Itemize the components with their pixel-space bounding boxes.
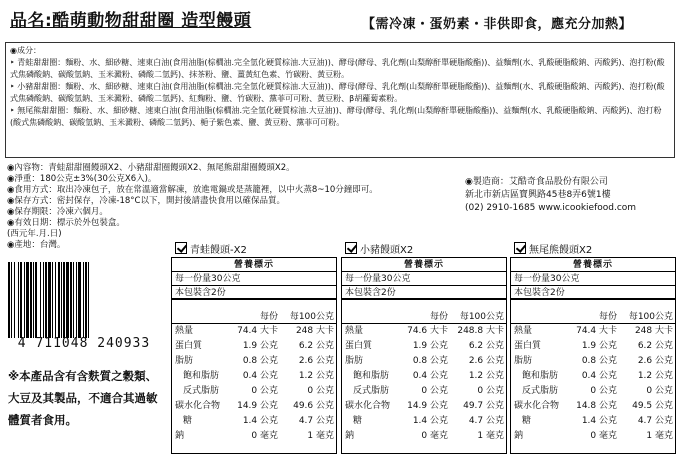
- nutrition-row: [172, 369, 336, 384]
- nutrition-title: 營養標示: [172, 258, 336, 272]
- nutrient-label: 糖: [522, 416, 532, 426]
- nutrition-rows: [342, 324, 506, 444]
- per-100g-value: 1 毫克: [477, 431, 504, 441]
- per-100g-value: 49.6 公克: [293, 401, 334, 411]
- panel-name: 無尾熊饅頭X2: [529, 244, 593, 256]
- per-serving-value: 0.4 公克: [242, 371, 278, 381]
- panel-header: [510, 239, 676, 257]
- per-serving-value: 0.4 公克: [581, 371, 617, 381]
- per-serving-value: 14.9 公克: [407, 401, 448, 411]
- per-serving-value: 0 公克: [421, 386, 448, 396]
- manufacturer-contact: (02) 2910-1685 www.icookiefood.com: [465, 203, 637, 213]
- nutrient-label: 蛋白質: [345, 341, 373, 351]
- checkbox-checked-icon: [345, 242, 357, 254]
- nutrition-col-headers: [342, 310, 506, 324]
- nutrition-row: [172, 429, 336, 444]
- nutrition-row: [511, 354, 675, 369]
- per-100g-header: 每100公克: [628, 312, 673, 322]
- nutrition-title: 營養標示: [342, 258, 506, 272]
- ingredients-block: [5, 42, 675, 158]
- per-100g-value: 248 大卡: [295, 326, 334, 336]
- method-line: ◉食用方式：取出冷凍包子，放在常溫適當解凍，放進電鍋或是蒸籠裡，以中火蒸8~10分鐘即可。: [7, 185, 378, 195]
- nutrient-label: 熱量: [345, 326, 364, 336]
- per-100g-value: 2.6 公克: [468, 356, 504, 366]
- nutrition-row: [172, 414, 336, 429]
- manufacturer-name: ◉製造商：艾酷奇食品股份有限公司: [465, 177, 608, 187]
- nutrient-label: 脂肪: [345, 356, 364, 366]
- per-100g-header: 每100公克: [459, 312, 504, 322]
- nutrition-panel-bear: [510, 239, 676, 454]
- per-100g-value: 0 公克: [307, 386, 334, 396]
- origin-line: ◉產地：台灣。: [7, 240, 66, 250]
- per-100g-value: 1.2 公克: [298, 371, 334, 381]
- barcode: [8, 262, 160, 352]
- panel-header: [341, 239, 507, 257]
- per-serving-value: 0 公克: [590, 386, 617, 396]
- per-100g-value: 4.7 公克: [298, 416, 334, 426]
- per-100g-value: 248.8 大卡: [457, 326, 504, 336]
- nutrient-label: 鈉: [175, 431, 185, 441]
- weight-line: ◉淨重：180公克±3%(30公克X6入)。: [7, 174, 157, 184]
- nutrient-label: 熱量: [514, 326, 533, 336]
- nutrition-row: [342, 429, 506, 444]
- ingredients-bear: ‣ 無尾熊甜甜圈：麵粉、水、細砂糖、速東白油(食用油脂(棕櫚油.完全氫化硬質棕油.大豆油))、酵母(酵母、乳化劑(山梨醇酐單硬脂酸酯))、益麵劑(水、乳酸硬脂酸鈉、丙酸鈣)、泡打粉(酸式焦磷酸鈉、碳酸氫鈉、玉米澱粉、磷酸二氫鈣)、梔子紫色素、鹽、黃豆粉、黨菲可可粉。: [10, 106, 662, 127]
- nutrition-panel-frog: [171, 239, 337, 454]
- nutrition-row: [342, 324, 506, 339]
- nutrient-label: 熱量: [175, 326, 194, 336]
- nutrition-row: [342, 414, 506, 429]
- contents-line: ◉內容物：青蛙甜甜圈饅頭X2、小豬甜甜圈饅頭X2、無尾熊甜甜圈饅頭X2。: [7, 163, 295, 173]
- per-serving-value: 74.6 大卡: [407, 326, 448, 336]
- per-serving-value: 1.9 公克: [581, 341, 617, 351]
- manufacturer-address: 新北市新店區寶興路45巷8弄6號1樓: [465, 190, 611, 200]
- per-100g-value: 2.6 公克: [637, 356, 673, 366]
- nutrition-rows: [511, 324, 675, 444]
- nutrition-col-headers: [172, 310, 336, 324]
- ingredients-pig: ‣ 小豬甜甜圈：麵粉、水、細砂糖、速東白油(食用油脂(棕櫚油.完全氫化硬質棕油.大豆油))、酵母(酵母、乳化劑(山梨醇酐單硬脂酸酯))、益麵劑(水、乳酸硬脂酸鈉、丙酸鈣)、泡打粉(酸式焦磷酸鈉、碳酸氫鈉、玉米澱粉、磷酸二氫鈣)、紅麴粉、鹽、竹碳粉、黨菲可可粉、黃豆粉、β胡蘿蔔素粉。: [10, 82, 665, 103]
- nutrition-row: [511, 429, 675, 444]
- per-100g-value: 0 公克: [646, 386, 673, 396]
- per-100g-value: 49.5 公克: [632, 401, 673, 411]
- serving-size: 每一份量30公克: [511, 272, 675, 286]
- per-serving-header: 每份: [429, 312, 448, 322]
- per-100g-value: 4.7 公克: [468, 416, 504, 426]
- nutrition-row: [342, 399, 506, 414]
- per-100g-value: 1.2 公克: [468, 371, 504, 381]
- nutrition-row: [511, 384, 675, 399]
- nutrient-label: 反式脂肪: [183, 386, 220, 396]
- per-serving-value: 0.8 公克: [581, 356, 617, 366]
- per-serving-header: 每份: [598, 312, 617, 322]
- per-serving-value: 1.4 公克: [242, 416, 278, 426]
- nutrient-label: 反式脂肪: [522, 386, 559, 396]
- per-100g-value: 0 公克: [477, 386, 504, 396]
- allergen-warning: ※本產品含有含麩質之穀類、大豆及其製品，不適合其過敏體質者食用。: [8, 369, 158, 427]
- per-serving-value: 0 毫克: [421, 431, 448, 441]
- per-serving-value: 74.4 大卡: [237, 326, 278, 336]
- nutrition-panel-pig: [341, 239, 507, 454]
- nutrient-label: 鈉: [345, 431, 355, 441]
- manufacturer-info: [465, 176, 636, 215]
- nutrition-row: [172, 324, 336, 339]
- per-serving-value: 1.4 公克: [412, 416, 448, 426]
- nutrition-rows: [172, 324, 336, 444]
- nutrition-row: [172, 339, 336, 354]
- barcode-bar: [89, 262, 91, 338]
- per-100g-header: 每100公克: [289, 312, 334, 322]
- per-serving-value: 1.9 公克: [242, 341, 278, 351]
- nutrition-row: [511, 414, 675, 429]
- per-serving-value: 0 毫克: [251, 431, 278, 441]
- ingredients-label: ◉成分：: [10, 46, 41, 55]
- nutrient-label: 鈉: [514, 431, 524, 441]
- barcode-bars: [8, 262, 160, 338]
- expiry-line: ◉有效日期：標示於外包裝盒。: [7, 218, 125, 228]
- per-serving-value: 74.4 大卡: [576, 326, 617, 336]
- nutrition-col-headers: [511, 310, 675, 324]
- nutrition-row: [172, 399, 336, 414]
- per-100g-value: 6.2 公克: [468, 341, 504, 351]
- nutrient-label: 蛋白質: [514, 341, 542, 351]
- per-serving-header: 每份: [259, 312, 278, 322]
- nutrition-row: [172, 354, 336, 369]
- per-100g-value: 2.6 公克: [298, 356, 334, 366]
- nutrition-row: [511, 369, 675, 384]
- nutrition-row: [511, 324, 675, 339]
- storage-line: ◉保存方式：密封保存，冷凍-18°C以下，開封後請盡快食用以確保品質。: [7, 196, 285, 206]
- barcode-number: 4 711048 240933: [17, 336, 151, 351]
- product-info: [7, 163, 378, 251]
- nutrient-label: 糖: [353, 416, 363, 426]
- nutrient-label: 脂肪: [175, 356, 194, 366]
- nutrient-label: 碳水化合物: [175, 401, 221, 411]
- nutrition-row: [511, 339, 675, 354]
- nutrient-label: 飽和脂肪: [183, 371, 220, 381]
- nutrient-label: 糖: [183, 416, 193, 426]
- per-100g-value: 49.7 公克: [463, 401, 504, 411]
- panel-header: [171, 239, 337, 257]
- per-100g-value: 1.2 公克: [637, 371, 673, 381]
- serving-size: 每一份量30公克: [342, 272, 506, 286]
- per-100g-value: 1 毫克: [307, 431, 334, 441]
- per-100g-value: 1 毫克: [646, 431, 673, 441]
- nutrition-table: [171, 257, 337, 454]
- shelf-life-line: ◉保存期限：冷凍六個月。: [7, 207, 108, 217]
- nutrition-title: 營養標示: [511, 258, 675, 272]
- per-serving-value: 0.8 公克: [242, 356, 278, 366]
- per-serving-value: 1.4 公克: [581, 416, 617, 426]
- checkbox-checked-icon: [175, 242, 187, 254]
- title-box: [10, 6, 310, 36]
- per-100g-value: 6.2 公克: [298, 341, 334, 351]
- nutrition-row: [342, 369, 506, 384]
- per-serving-value: 0 公克: [251, 386, 278, 396]
- nutrition-row: [172, 384, 336, 399]
- nutrient-label: 脂肪: [514, 356, 533, 366]
- nutrition-row: [342, 384, 506, 399]
- servings-per-pack: 本包裝含2份: [511, 286, 675, 300]
- nutrition-table: [510, 257, 676, 454]
- nutrient-label: 蛋白質: [175, 341, 203, 351]
- nutrition-row: [342, 339, 506, 354]
- panel-name: 青蛙饅頭-X2: [190, 244, 247, 256]
- checkbox-checked-icon: [514, 242, 526, 254]
- per-100g-value: 6.2 公克: [637, 341, 673, 351]
- nutrition-table: [341, 257, 507, 454]
- storage-tagline: 【需冷凍・蛋奶素・非供即食，應充分加熱】: [362, 17, 633, 32]
- date-format-line: (西元年.月.日): [7, 229, 62, 239]
- servings-per-pack: 本包裝含2份: [342, 286, 506, 300]
- per-serving-value: 0.4 公克: [412, 371, 448, 381]
- per-serving-value: 1.9 公克: [412, 341, 448, 351]
- product-title: 品名:酷萌動物甜甜圈 造型饅頭: [10, 11, 252, 31]
- per-serving-value: 0.8 公克: [412, 356, 448, 366]
- nutrient-label: 反式脂肪: [353, 386, 390, 396]
- serving-size: 每一份量30公克: [172, 272, 336, 286]
- per-serving-value: 14.8 公克: [576, 401, 617, 411]
- per-serving-value: 14.9 公克: [237, 401, 278, 411]
- panel-name: 小豬饅頭X2: [360, 244, 414, 256]
- nutrition-row: [342, 354, 506, 369]
- per-serving-value: 0 毫克: [590, 431, 617, 441]
- nutrition-row: [511, 399, 675, 414]
- ingredients-frog: ‣ 青蛙甜甜圈：麵粉、水、細砂糖、速東白油(食用油脂(棕櫚油.完全氫化硬質棕油.大豆油))、酵母(酵母、乳化劑(山梨醇酐單硬脂酸酯))、益麵劑(水、乳酸硬脂酸鈉、丙酸鈣)、泡打粉(酸式焦磷酸鈉、碳酸氫鈉、玉米澱粉、磷酸二氫鈣)、抹茶粉、鹽、薑黃紅色素、竹碳粉、黃豆粉。: [10, 58, 665, 79]
- servings-per-pack: 本包裝含2份: [172, 286, 336, 300]
- per-100g-value: 4.7 公克: [637, 416, 673, 426]
- nutrient-label: 飽和脂肪: [522, 371, 559, 381]
- nutrient-label: 碳水化合物: [514, 401, 560, 411]
- per-100g-value: 248 大卡: [634, 326, 673, 336]
- nutrient-label: 飽和脂肪: [353, 371, 390, 381]
- nutrient-label: 碳水化合物: [345, 401, 391, 411]
